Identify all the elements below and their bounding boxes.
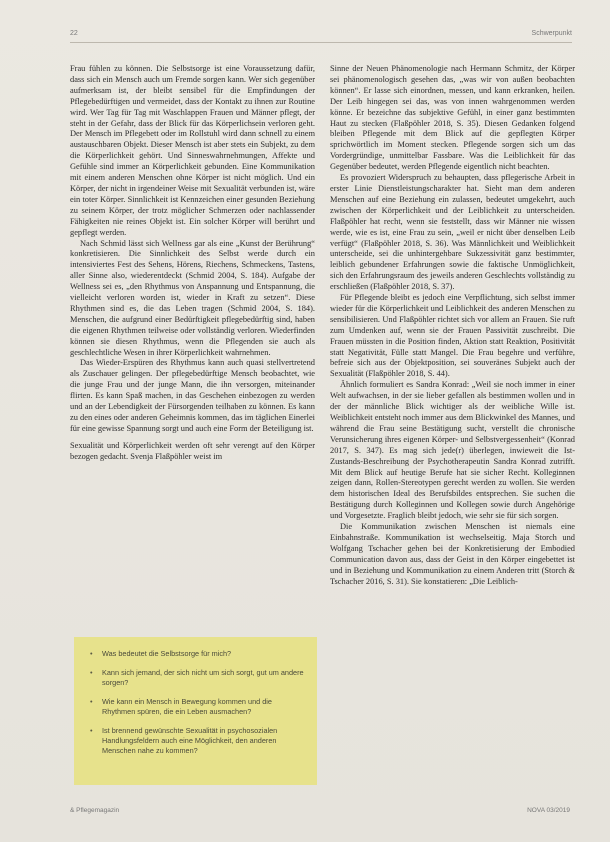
right-column <box>330 64 575 804</box>
header-rule <box>70 42 572 43</box>
paragraph: Das Wieder-Erspüren des Rhythmus kann auch quasi stellvertretend als Zuschauer gelingen. Der pflegebedürftige Mensch beobachtet, wie die junge Frau und der junge Mann, die ihn versorgen, miteinander flirten. Es kann Spaß machen, in das Geschehen einbezogen zu werden und an der Lebendigkeit der Fürsorgenden teilhaben zu können. Es kann zu den eines oder anderen Geheimnis kommen, das im täglichen Einerlei für eine gewisse Spannung sorgt und auch eine Form der Beteiligung ist. <box>70 358 315 433</box>
paragraph: Ähnlich formuliert es Sandra Konrad: „Weil sie noch immer in einer Welt aufwachsen, in der sie lieber gefallen als bestimmen wollen und in der der männliche Blick wichtiger als der weibliche Wille ist. Weiblichkeit entsteht noch immer aus dem Blickwinkel des Mannes, und während die Frau seine Bestätigung sucht, verstellt die chronische Verunsicherung ihres eigenen Körper- und Selbstvergessenheit“ (Konrad 2017, S. 347). Es mag sich jede(r) überlegen, inwieweit die Ist-Zustands-Beschreibung der Psychotherapeutin Sandra Konrad zutrifft. Mit dem Blick auf heutige Berufe hat sie sicher Recht. Kolleginnen zeigen dann, Rollen-Stereotypen gerecht werden zu wollen. Sie werden dem historischen Ideal des Berufsbildes entsprechen. Sie suchen die Bestätigung durch Kolleginnen und Kollegen sowie durch Angehörige und Vorgesetzte. Fraglich bleibt jedoch, wie sehr sie für sich sorgen. <box>330 380 575 521</box>
paragraph: Es provoziert Widerspruch zu behaupten, dass pflegerische Arbeit in erster Linie Dienstleistungscharakter hat. Sieht man dem anderen Menschen auf eine Beziehung ein zulassen, bedeutet umgekehrt, auch zwischen der Körperlichkeit und der Leiblichkeit zu unterscheiden. Flaßpöhler hat recht, wenn sie feststellt, dass wir Männer nie wissen werde, wie es ist, eine Frau zu sein, „weil er nicht über denselben Leib verfügt“ (Flaßpöhler 2018, S. 36). Was Männlichkeit und Weiblichkeit unterscheide, sei die unhintergehbare Sukzessivität ganz bestimmter, leiblich gebundener Erfahrungen sowie die faktische Unmöglichkeit, sich den Erfahrungsraum des jeweils anderen Geschlechts vollständig zu erschließen (Flaßpöhler 2018, S. 37). <box>330 173 575 292</box>
paragraph: Sinne der Neuen Phänomenologie nach Hermann Schmitz, der Körper sei phänomenologisch gesehen das, „was wir von außen beobachten können“. Er lasse sich einordnen, messen, und kann erkranken, heilen. Der Leib hingegen sei das, was von innen wahrgenommen werden könne. Er bezeichne das subjektive Gefühl, in einer ganz bestimmten Haut zu stecken (Flaßpöhler 2018, S. 35). Diesen Gedanken folgend bleiben Pflegende mit dem Blick auf die gepflegten Körper sprichwörtlich im Moment stecken. Pflegende sorgen sich um das Vordergründige, unmittelbar Fassbare. Was die Leiblichkeit für das Gegenüber bedeutet, werden Pflegende eigentlich nicht beachten. <box>330 64 575 172</box>
paragraph: Sexualität und Körperlichkeit werden oft sehr verengt auf den Körper bezogen gedacht. Svenja Flaßpöhler weist im <box>70 440 315 461</box>
page-number: 22 <box>70 30 78 37</box>
footer-issue: NOVA 03/2019 <box>527 807 570 814</box>
paragraph: Frau fühlen zu können. Die Selbstsorge ist eine Voraussetzung dafür, dass sich ein Mensch auch um Fremde sorgen kann. Wer sich gegenüber aufmerksam ist, der bleibt sensibel für die Empfindungen der Pflegebedürftigen und vermeidet, dass der Kontakt zu ihnen zur Routine wird. Wer Tag für Tag mit Waschlappen Frauen und Männer pflegt, der steht in der Gefahr, dass der Blick für das Körperlichsein verloren geht. Der Mensch im Pflegebett oder im Rollstuhl wird dann schnell zu einem austauschbaren Objekt. Dieser Mensch ist aber stets ein Subjekt, zu dem die Körperlichkeit gehört. Und Sinneswahrnehmungen, Affekte und Gefühle sind immer an Körperlichkeit gebunden. Eine Kommunikation mit einem anderen Menschen ohne Körper ist nicht möglich. Und ein Körper, der nicht in irgendeiner Weise mit Sexualität verbunden ist, wäre ein toter Körper. Sinnlichkeit ist Kennzeichen einer gesunden Beziehung zu seinem Körper, der trotz möglicher Schmerzen oder nachlassender Fähigkeiten nie reines Objekt ist. Ein solcher Körper will berührt und gepflegt werden. <box>70 64 315 237</box>
question-item: • Ist brennend gewünschte Sexualität in psychosozialen Handlungsfeldern auch eine Möglichkeit, den anderen Menschen nahe zu kommen? <box>84 726 307 756</box>
footer-publication: & Pflegemagazin <box>70 807 120 814</box>
question-list <box>84 649 307 756</box>
question-item: • Was bedeutet die Selbstsorge für mich? <box>84 649 307 659</box>
question-item: • Kann sich jemand, der sich nicht um sich sorgt, gut um andere sorgen? <box>84 668 307 688</box>
question-item: • Wie kann ein Mensch in Bewegung kommen und die Rhythmen spüren, die ein Leben ausmachen? <box>84 697 307 717</box>
reflection-questions-box <box>74 637 317 785</box>
paragraph: Die Kommunikation zwischen Menschen ist niemals eine Einbahnstraße. Kommunikation ist wechselseitig. Maja Storch und Wolfgang Tschacher gehen bei der Konkretisierung der Embodied Communication davon aus, dass der Geist in den Körper eingebettet ist und in Beziehung und Kommunikation zu einem Anderen tritt (Storch & Tschacher 2016, S. 31). Sie konstatieren: „Die Leiblich- <box>330 522 575 586</box>
paragraph: Nach Schmid lässt sich Wellness gar als eine „Kunst der Berührung“ konkretisieren. Die Sinnlichkeit des Selbst werde durch ein intensiviertes Fest des Sehens, Hörens, Riechens, Schmeckens, Tastens, aller Sinne also, wiederentdeckt (Schmid 2004, S. 184). Aufgabe der Wellness sei es, „den Rhythmus von Anspannung und Entspannung, die vielleicht verloren worden ist, wieder in Kraft zu setzen“. Diese Rhythmen sind es, die das Leben tragen (Schmid 2004, S. 184). Menschen, die aufgrund einer Bedürftigkeit pflegebedürftig sind, haben die eigenen Rhythmen teilweise oder vollständig verloren. Wiederfinden können sie diesen Rhythmus, wenn die Pflegenden sie auch als geschlechtliche Wesen in ihrer Körperlichkeit wahrnehmen. <box>70 238 315 357</box>
paragraph: Für Pflegende bleibt es jedoch eine Verpflichtung, sich selbst immer wieder für die Körperlichkeit und Leiblichkeit des anderen Menschen zu sensibilisieren. Und Flaßpöhler richtet sich vor allem an Frauen. Sie ruft zum Umdenken auf, wenn sie der Frauen Passivität zuschreibt. Die Frauen müssten in die Position finden, Aktion statt Reaktion, Positivität statt Negativität, Fülle statt Mangel. Die Frau begehre und verführe, befreie sich aus der Objektposition, sei souveränes Subjekt auch der Sexualität (Flaßpöhler 2018, S. 44). <box>330 293 575 379</box>
left-column <box>70 64 315 624</box>
section-label: Schwerpunkt <box>531 30 572 37</box>
